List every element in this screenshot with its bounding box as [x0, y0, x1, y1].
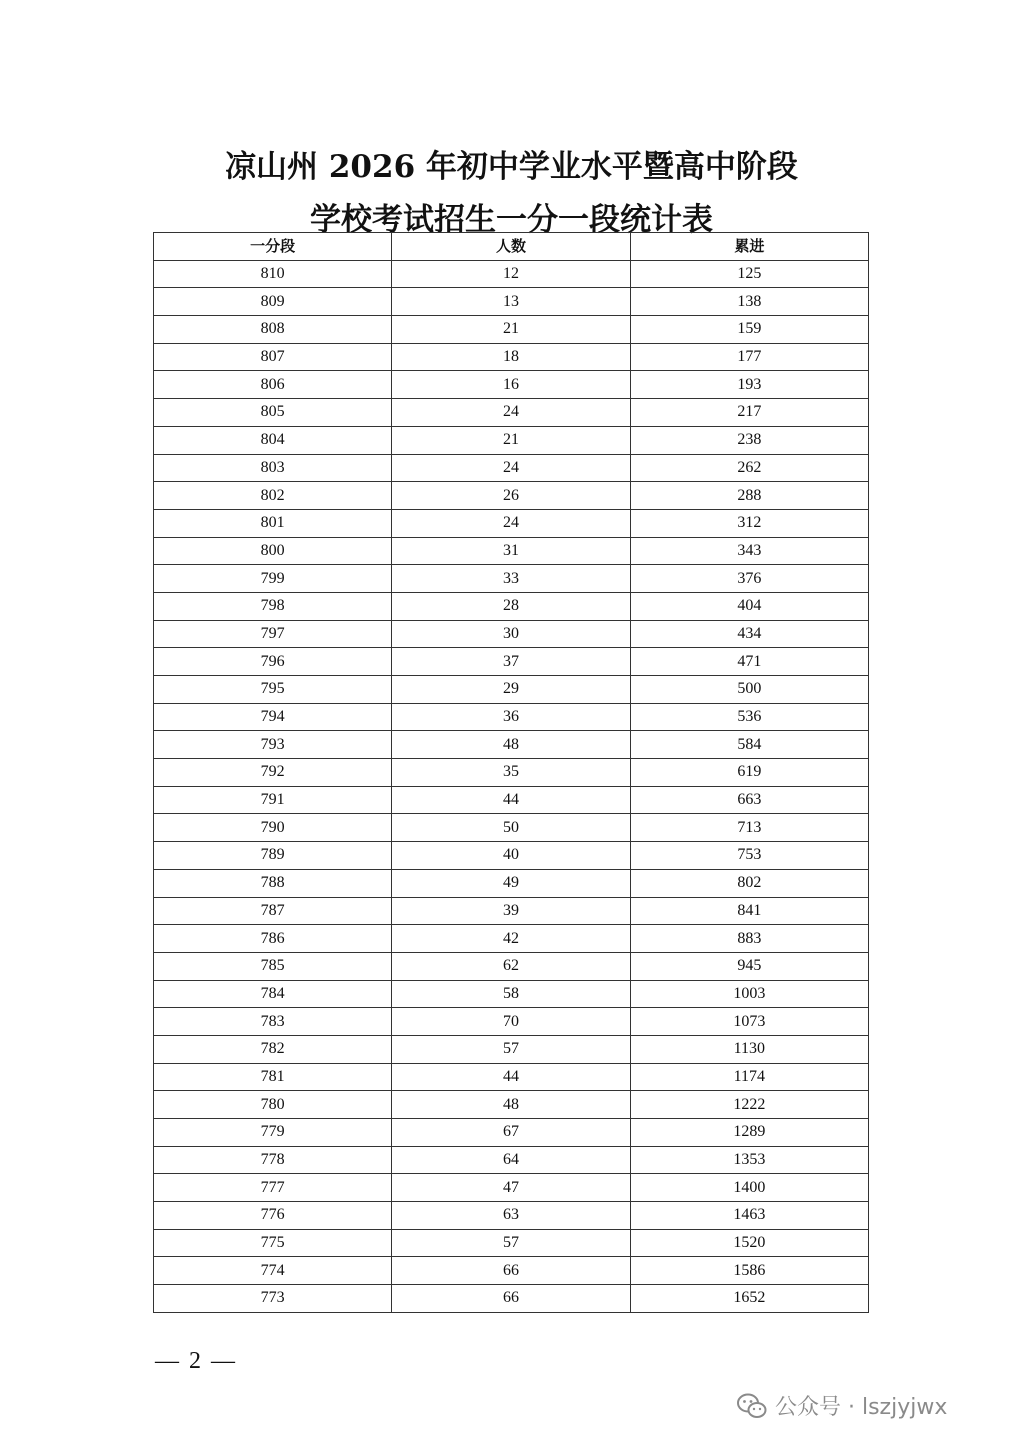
- table-row: [154, 676, 869, 704]
- cell-count: 62: [392, 952, 630, 980]
- cell-cumulative: 1353: [630, 1146, 868, 1174]
- table-row: [154, 537, 869, 565]
- cell-score: 792: [154, 759, 392, 787]
- cell-count: 66: [392, 1257, 630, 1285]
- table-row: [154, 703, 869, 731]
- table-row: [154, 814, 869, 842]
- cell-count: 49: [392, 869, 630, 897]
- cell-cumulative: 177: [630, 343, 868, 371]
- table-row: [154, 1202, 869, 1230]
- document-title-line-2: 学校考试招生一分一段统计表: [310, 202, 713, 238]
- cell-count: 39: [392, 897, 630, 925]
- cell-cumulative: 841: [630, 897, 868, 925]
- cell-cumulative: 753: [630, 842, 868, 870]
- table-row: [154, 1119, 869, 1147]
- cell-cumulative: 217: [630, 399, 868, 427]
- cell-cumulative: 619: [630, 759, 868, 787]
- cell-score: 808: [154, 316, 392, 344]
- cell-cumulative: 312: [630, 509, 868, 537]
- cell-cumulative: 945: [630, 952, 868, 980]
- table-row: [154, 1146, 869, 1174]
- cell-count: 26: [392, 482, 630, 510]
- cell-count: 47: [392, 1174, 630, 1202]
- cell-cumulative: 376: [630, 565, 868, 593]
- cell-count: 16: [392, 371, 630, 399]
- table-row: [154, 592, 869, 620]
- cell-count: 44: [392, 786, 630, 814]
- cell-score: 785: [154, 952, 392, 980]
- cell-score: 804: [154, 426, 392, 454]
- cell-cumulative: 434: [630, 620, 868, 648]
- table-row: [154, 454, 869, 482]
- table-row: [154, 731, 869, 759]
- cell-cumulative: 713: [630, 814, 868, 842]
- cell-count: 67: [392, 1119, 630, 1147]
- cell-score: 801: [154, 509, 392, 537]
- cell-cumulative: 1130: [630, 1035, 868, 1063]
- cell-score: 800: [154, 537, 392, 565]
- table-row: [154, 897, 869, 925]
- table-row: [154, 399, 869, 427]
- cell-count: 35: [392, 759, 630, 787]
- cell-cumulative: 404: [630, 592, 868, 620]
- table-row: [154, 1229, 869, 1257]
- cell-score: 803: [154, 454, 392, 482]
- table-row: [154, 1285, 869, 1313]
- wechat-watermark: [737, 1390, 947, 1421]
- cell-count: 42: [392, 925, 630, 953]
- cell-count: 29: [392, 676, 630, 704]
- cell-cumulative: 1222: [630, 1091, 868, 1119]
- cell-cumulative: 1073: [630, 1008, 868, 1036]
- table-row: [154, 952, 869, 980]
- table-row: [154, 1174, 869, 1202]
- table-row: [154, 509, 869, 537]
- cell-score: 799: [154, 565, 392, 593]
- cell-score: 793: [154, 731, 392, 759]
- cell-count: 58: [392, 980, 630, 1008]
- table-header-row: [154, 233, 869, 261]
- table-row: [154, 786, 869, 814]
- cell-count: 24: [392, 399, 630, 427]
- cell-count: 21: [392, 426, 630, 454]
- table-row: [154, 925, 869, 953]
- cell-score: 789: [154, 842, 392, 870]
- cell-cumulative: 1174: [630, 1063, 868, 1091]
- cell-score: 790: [154, 814, 392, 842]
- table-body: [154, 260, 869, 1312]
- cell-count: 28: [392, 592, 630, 620]
- cell-count: 66: [392, 1285, 630, 1313]
- cell-count: 12: [392, 260, 630, 288]
- cell-count: 31: [392, 537, 630, 565]
- cell-count: 70: [392, 1008, 630, 1036]
- cell-score: 794: [154, 703, 392, 731]
- cell-score: 775: [154, 1229, 392, 1257]
- table-row: [154, 759, 869, 787]
- table-row: [154, 565, 869, 593]
- cell-count: 64: [392, 1146, 630, 1174]
- cell-score: 791: [154, 786, 392, 814]
- cell-count: 57: [392, 1229, 630, 1257]
- cell-cumulative: 663: [630, 786, 868, 814]
- cell-score: 796: [154, 648, 392, 676]
- cell-cumulative: 1400: [630, 1174, 868, 1202]
- cell-score: 773: [154, 1285, 392, 1313]
- cell-cumulative: 883: [630, 925, 868, 953]
- cell-cumulative: 125: [630, 260, 868, 288]
- cell-count: 13: [392, 288, 630, 316]
- document-title-line-1: 凉山州 2026 年初中学业水平暨高中阶段: [225, 149, 798, 185]
- cell-count: 24: [392, 509, 630, 537]
- page-number: — 2 —: [155, 1348, 237, 1374]
- cell-cumulative: 802: [630, 869, 868, 897]
- cell-cumulative: 159: [630, 316, 868, 344]
- table-row: [154, 426, 869, 454]
- cell-count: 44: [392, 1063, 630, 1091]
- cell-count: 40: [392, 842, 630, 870]
- cell-score: 802: [154, 482, 392, 510]
- cell-cumulative: 1586: [630, 1257, 868, 1285]
- cell-cumulative: 1463: [630, 1202, 868, 1230]
- cell-count: 63: [392, 1202, 630, 1230]
- table-row: [154, 482, 869, 510]
- table-row: [154, 648, 869, 676]
- cell-score: 779: [154, 1119, 392, 1147]
- table-row: [154, 1257, 869, 1285]
- table-row: [154, 316, 869, 344]
- cell-count: 37: [392, 648, 630, 676]
- cell-score: 806: [154, 371, 392, 399]
- cell-cumulative: 1003: [630, 980, 868, 1008]
- table-row: [154, 980, 869, 1008]
- cell-score: 784: [154, 980, 392, 1008]
- cell-count: 21: [392, 316, 630, 344]
- cell-count: 18: [392, 343, 630, 371]
- cell-score: 810: [154, 260, 392, 288]
- score-distribution-table: [153, 232, 869, 1313]
- cell-count: 36: [392, 703, 630, 731]
- table-row: [154, 260, 869, 288]
- cell-count: 57: [392, 1035, 630, 1063]
- cell-cumulative: 536: [630, 703, 868, 731]
- cell-cumulative: 288: [630, 482, 868, 510]
- cell-score: 781: [154, 1063, 392, 1091]
- table-row: [154, 1091, 869, 1119]
- cell-score: 788: [154, 869, 392, 897]
- header-score-segment: 一分段: [154, 233, 392, 261]
- cell-score: 783: [154, 1008, 392, 1036]
- cell-score: 787: [154, 897, 392, 925]
- cell-count: 33: [392, 565, 630, 593]
- cell-score: 774: [154, 1257, 392, 1285]
- table-row: [154, 869, 869, 897]
- cell-cumulative: 471: [630, 648, 868, 676]
- table-row: [154, 620, 869, 648]
- cell-score: 778: [154, 1146, 392, 1174]
- cell-count: 30: [392, 620, 630, 648]
- header-cumulative: 累进: [630, 233, 868, 261]
- table-row: [154, 371, 869, 399]
- cell-cumulative: 584: [630, 731, 868, 759]
- cell-score: 782: [154, 1035, 392, 1063]
- table-row: [154, 343, 869, 371]
- watermark-text: 公众号 · lszjyjwx: [775, 1395, 948, 1420]
- cell-count: 48: [392, 1091, 630, 1119]
- wechat-icon: [737, 1393, 767, 1419]
- cell-cumulative: 262: [630, 454, 868, 482]
- cell-score: 797: [154, 620, 392, 648]
- cell-score: 798: [154, 592, 392, 620]
- cell-count: 50: [392, 814, 630, 842]
- cell-score: 776: [154, 1202, 392, 1230]
- cell-count: 24: [392, 454, 630, 482]
- cell-score: 805: [154, 399, 392, 427]
- cell-score: 780: [154, 1091, 392, 1119]
- cell-cumulative: 238: [630, 426, 868, 454]
- cell-cumulative: 1652: [630, 1285, 868, 1313]
- cell-cumulative: 193: [630, 371, 868, 399]
- cell-cumulative: 1520: [630, 1229, 868, 1257]
- cell-score: 809: [154, 288, 392, 316]
- table-row: [154, 1035, 869, 1063]
- table-row: [154, 288, 869, 316]
- cell-score: 786: [154, 925, 392, 953]
- cell-cumulative: 138: [630, 288, 868, 316]
- cell-cumulative: 500: [630, 676, 868, 704]
- cell-score: 807: [154, 343, 392, 371]
- cell-count: 48: [392, 731, 630, 759]
- cell-score: 777: [154, 1174, 392, 1202]
- cell-cumulative: 343: [630, 537, 868, 565]
- table-row: [154, 1008, 869, 1036]
- table-row: [154, 842, 869, 870]
- cell-score: 795: [154, 676, 392, 704]
- table-row: [154, 1063, 869, 1091]
- header-count: 人数: [392, 233, 630, 261]
- cell-cumulative: 1289: [630, 1119, 868, 1147]
